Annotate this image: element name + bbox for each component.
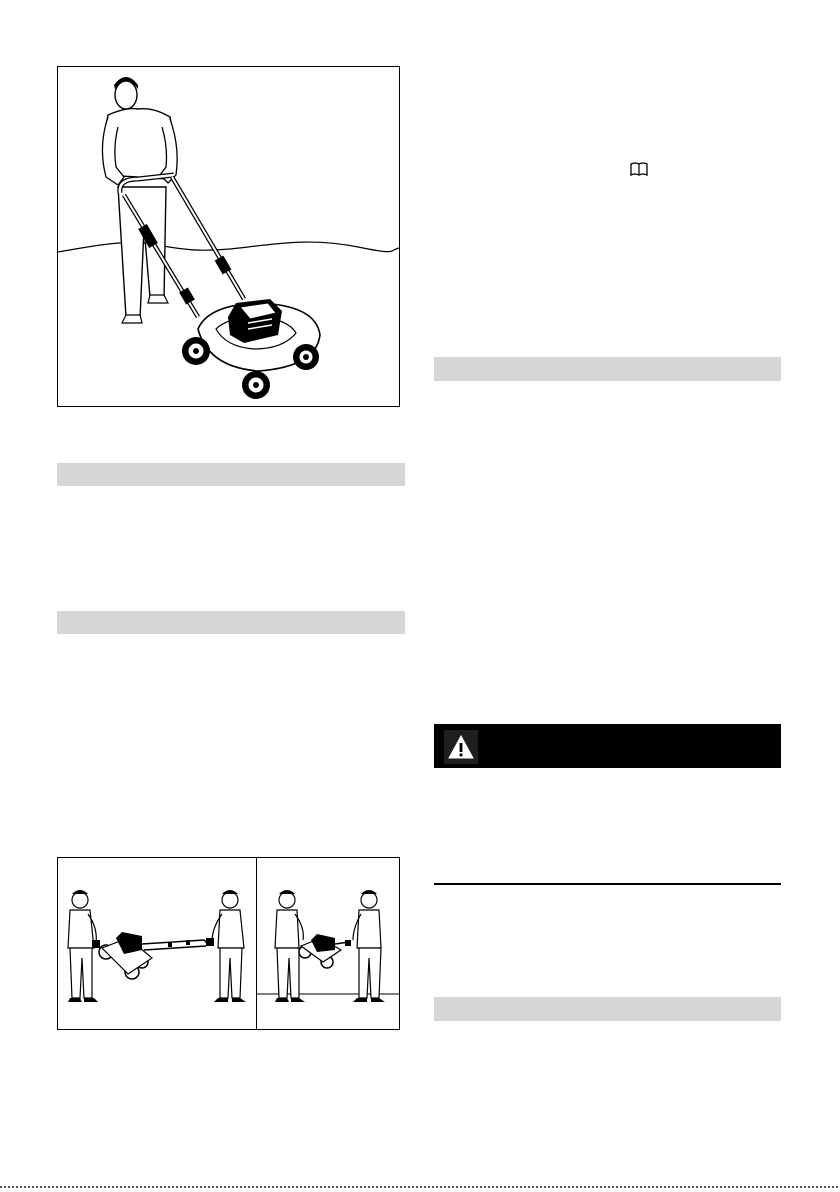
two-people-carrying-lawnmower-extended [58, 858, 255, 1029]
person-pushing-lawnmower-illustration [58, 67, 399, 406]
two-people-carrying-lawnmower-folded [257, 858, 400, 1029]
warning-triangle-icon [447, 734, 475, 760]
carrying-figure [57, 857, 400, 1030]
page-bottom-dotted-edge [0, 1186, 840, 1188]
open-book-icon [630, 162, 648, 176]
section-heading-bar-3 [434, 357, 781, 381]
warning-banner [434, 724, 781, 768]
section-heading-bar-1 [57, 463, 405, 486]
mowing-figure [57, 66, 400, 407]
warning-icon-box [444, 730, 478, 764]
section-divider-line [434, 883, 781, 885]
section-heading-bar-4 [434, 997, 781, 1021]
section-heading-bar-2 [57, 611, 405, 634]
